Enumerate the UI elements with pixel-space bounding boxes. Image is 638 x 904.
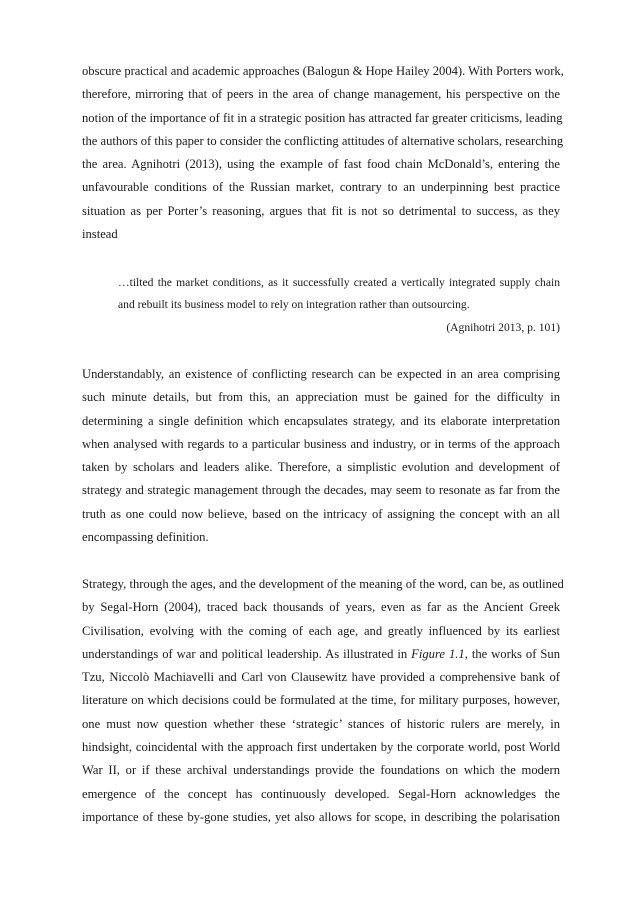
text-line: Strategy, through the ages, and the development of the meaning of the word, can be, as outlined xyxy=(82,577,564,591)
text-line: Understandably, an existence of conflicting research can be expected in an area comprising xyxy=(82,367,560,381)
text-line: notion of the importance of fit in a strategic position has attracted far greater criticisms, leading xyxy=(82,110,563,125)
text-line: determining a single definition which encapsulates strategy, and its elaborate interpretation xyxy=(82,413,560,428)
text-line: literature on which decisions could be formulated at the time, for military purposes, however, xyxy=(82,693,560,708)
text-line: taken by scholars and leaders alike. Therefore, a simplistic evolution and development of xyxy=(82,460,560,475)
text-line: instead xyxy=(82,227,118,242)
quote-line: and rebuilt its business model to rely on integration rather than outsourcing. xyxy=(118,298,470,311)
text-line: Tzu, Niccolò Machiavelli and Carl von Clausewitz have provided a comprehensive bank of xyxy=(82,670,560,685)
text-line: one must now question whether these ‘strategic’ stances of historic rulers are merely, in xyxy=(82,716,560,731)
text-line: when analysed with regards to a particular business and industry, or in terms of the approach xyxy=(82,436,560,451)
text-line: strategy and strategic management through the decades, may seem to resonate as far from the xyxy=(82,483,560,498)
figure-reference: Figure 1.1 xyxy=(411,646,465,661)
quote-citation: (Agnihotri 2013, p. 101) xyxy=(446,321,560,334)
paragraph-3 xyxy=(82,573,564,829)
text-line-with-figure-ref xyxy=(82,643,560,666)
text-line: Civilisation, evolving with the coming of each age, and greatly influenced by its earliest xyxy=(82,623,560,638)
text-line: unfavourable conditions of the Russian market, contrary to an underpinning best practice xyxy=(82,180,560,195)
text-line: the area. Agnihotri (2013), using the example of fast food chain McDonald’s, entering the xyxy=(82,157,560,172)
text-line: the authors of this paper to consider the conflicting attitudes of alternative scholars, researching xyxy=(82,133,564,148)
quote-line: …tilted the market conditions, as it successfully created a vertically integrated supply chain xyxy=(118,276,560,289)
block-quote xyxy=(118,272,560,316)
text-line: such minute details, but from this, an appreciation must be gained for the difficulty in xyxy=(82,390,560,405)
text-fragment: , the works of Sun xyxy=(464,646,560,661)
text-line: obscure practical and academic approaches (Balogun & Hope Hailey 2004). With Porters work, xyxy=(82,64,564,78)
text-line: by Segal-Horn (2004), traced back thousands of years, even as far as the Ancient Greek xyxy=(82,600,560,615)
text-line: therefore, mirroring that of peers in the area of change management, his perspective on the xyxy=(82,87,560,102)
text-line: War II, or if these archival understandings provide the foundations on which the modern xyxy=(82,763,560,778)
text-line: hindsight, coincidental with the approach first undertaken by the corporate world, post World xyxy=(82,740,560,755)
text-line: encompassing definition. xyxy=(82,530,209,545)
text-line: importance of these by-gone studies, yet also allows for scope, in describing the polarisation xyxy=(82,809,560,824)
text-line: truth as one could now believe, based on the intricacy of assigning the concept with an all xyxy=(82,506,560,521)
text-line: emergence of the concept has continuously developed. Segal-Horn acknowledges the xyxy=(82,786,560,801)
text-line: situation as per Porter’s reasoning, argues that fit is not so detrimental to success, as they xyxy=(82,203,560,218)
paragraph-1 xyxy=(82,60,564,246)
paragraph-2 xyxy=(82,363,560,549)
text-fragment: understandings of war and political leadership. As illustrated in xyxy=(82,646,412,661)
